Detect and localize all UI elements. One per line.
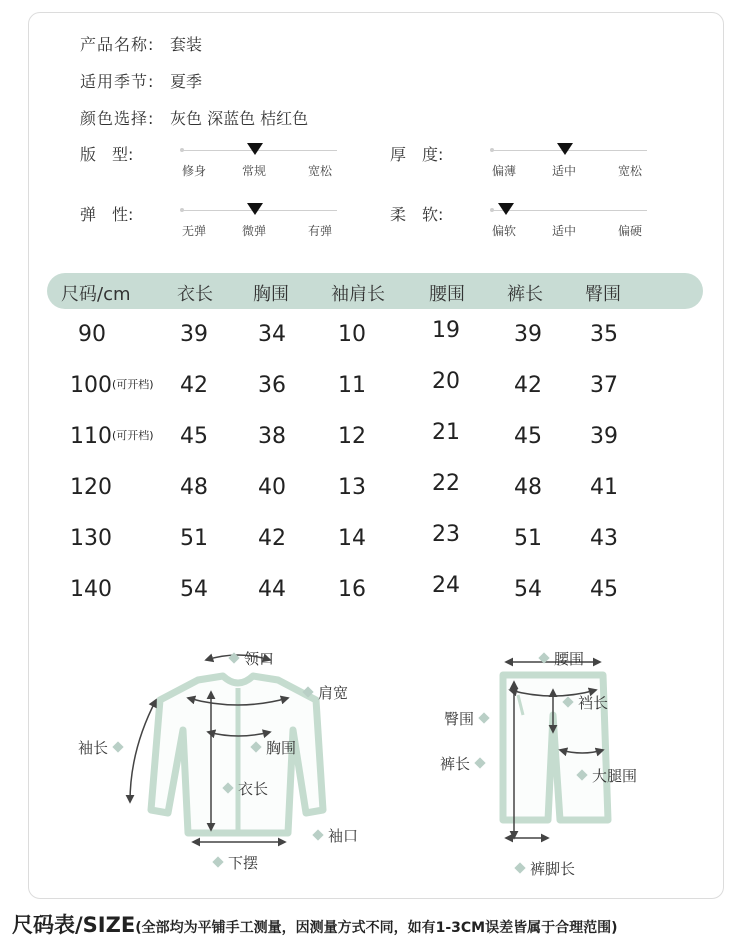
value-cell: 13	[338, 475, 366, 500]
size-cell: 90	[78, 322, 106, 347]
label-rise: 裆长	[558, 692, 608, 713]
diamond-icon	[228, 652, 239, 663]
diamond-icon	[562, 696, 573, 707]
value-cell: 45	[590, 577, 618, 602]
value-cell: 12	[338, 424, 366, 449]
diamond-icon	[576, 769, 587, 780]
size-note: (可开档)	[112, 429, 154, 442]
elasticity-option: 无弹	[182, 224, 207, 238]
info-value: 灰色 深蓝色 桔红色	[170, 109, 309, 128]
header-hip: 臀围	[585, 284, 621, 305]
value-cell: 54	[180, 577, 208, 602]
label-shoulder: 肩宽	[298, 682, 348, 703]
diamond-icon	[514, 862, 525, 873]
value-cell: 42	[514, 373, 542, 398]
softness-label: 柔 软:	[390, 205, 444, 224]
thickness-option: 宽松	[618, 164, 643, 178]
value-cell: 51	[180, 526, 208, 551]
label-chest: 胸围	[246, 737, 296, 758]
value-cell: 35	[590, 322, 618, 347]
value-cell: 22	[432, 471, 460, 496]
value-cell: 45	[514, 424, 542, 449]
diamond-icon	[250, 741, 261, 752]
label-thigh: 大腿围	[572, 765, 637, 786]
value-cell: 54	[514, 577, 542, 602]
value-cell: 39	[590, 424, 618, 449]
diamond-icon	[222, 782, 233, 793]
value-cell: 51	[514, 526, 542, 551]
value-cell: 43	[590, 526, 618, 551]
info-season	[80, 69, 202, 92]
header-length: 衣长	[177, 284, 213, 305]
value-cell: 39	[180, 322, 208, 347]
softness-option: 偏硬	[618, 224, 643, 238]
elasticity-marker-icon	[247, 203, 263, 215]
thickness-scale	[492, 140, 647, 180]
value-cell: 36	[258, 373, 286, 398]
value-cell: 42	[180, 373, 208, 398]
label-length: 衣长	[218, 778, 268, 799]
value-cell: 48	[514, 475, 542, 500]
value-cell: 23	[432, 522, 460, 547]
measure-diagram	[48, 620, 698, 890]
softness-option: 偏软	[492, 224, 517, 238]
header-sleeve: 袖肩长	[331, 284, 385, 305]
fit-marker-icon	[247, 143, 263, 155]
diamond-icon	[474, 757, 485, 768]
fit-option: 宽松	[308, 164, 333, 178]
value-cell: 11	[338, 373, 366, 398]
value-cell: 19	[432, 318, 460, 343]
softness-marker-icon	[498, 203, 514, 215]
softness-scale	[492, 200, 647, 240]
value-cell: 39	[514, 322, 542, 347]
size-cell: 130	[70, 526, 112, 551]
label-hip: 臀围	[444, 708, 494, 729]
value-cell: 10	[338, 322, 366, 347]
diamond-icon	[538, 652, 549, 663]
label-hem: 下摆	[208, 852, 258, 873]
value-cell: 40	[258, 475, 286, 500]
value-cell: 48	[180, 475, 208, 500]
fit-scale	[182, 140, 337, 180]
thickness-marker-icon	[557, 143, 573, 155]
info-label: 颜色选择:	[80, 109, 155, 128]
value-cell: 42	[258, 526, 286, 551]
elasticity-scale	[182, 200, 337, 240]
header-chest: 胸围	[253, 284, 289, 305]
size-cell: 140	[70, 577, 112, 602]
info-value: 夏季	[170, 72, 203, 91]
diamond-icon	[478, 712, 489, 723]
value-cell: 37	[590, 373, 618, 398]
header-waist: 腰围	[429, 284, 465, 305]
size-footer	[12, 909, 617, 939]
info-label: 产品名称:	[80, 35, 155, 54]
diamond-icon	[302, 686, 313, 697]
garment-illustration	[48, 620, 698, 890]
value-cell: 41	[590, 475, 618, 500]
value-cell: 34	[258, 322, 286, 347]
size-cell: 120	[70, 475, 112, 500]
fit-option: 修身	[182, 164, 207, 178]
info-color	[80, 106, 308, 129]
fit-option: 常规	[242, 164, 267, 178]
label-waist: 腰围	[534, 648, 584, 669]
fit-label: 版 型:	[80, 145, 134, 164]
thickness-label: 厚 度:	[390, 145, 444, 164]
footer-note: (全部均为平铺手工测量，因测量方式不同，如有1-3CM误差皆属于合理范围)	[135, 920, 618, 936]
softness-option: 适中	[552, 224, 577, 238]
footer-title: 尺码表/SIZE	[12, 913, 136, 937]
size-cell: 110(可开档)	[70, 424, 154, 449]
value-cell: 45	[180, 424, 208, 449]
diamond-icon	[312, 829, 323, 840]
header-size: 尺码/cm	[61, 284, 131, 305]
elasticity-option: 微弹	[242, 224, 267, 238]
value-cell: 44	[258, 577, 286, 602]
value-cell: 16	[338, 577, 366, 602]
elasticity-label: 弹 性:	[80, 205, 134, 224]
label-pants-length: 裤长	[440, 753, 490, 774]
label-cuff: 袖口	[308, 825, 358, 846]
value-cell: 20	[432, 369, 460, 394]
info-value: 套装	[170, 35, 203, 54]
diamond-icon	[112, 741, 123, 752]
value-cell: 38	[258, 424, 286, 449]
size-note: (可开档)	[112, 378, 154, 391]
thickness-option: 偏薄	[492, 164, 517, 178]
value-cell: 14	[338, 526, 366, 551]
label-collar: 领口	[224, 648, 274, 669]
info-product-name	[80, 32, 202, 55]
elasticity-option: 有弹	[308, 224, 333, 238]
label-ankle: 裤脚长	[510, 858, 575, 879]
header-pants-length: 裤长	[507, 284, 543, 305]
value-cell: 24	[432, 573, 460, 598]
size-cell: 100(可开档)	[70, 373, 154, 398]
value-cell: 21	[432, 420, 460, 445]
info-label: 适用季节:	[80, 72, 155, 91]
diamond-icon	[212, 856, 223, 867]
label-sleeve: 袖长	[78, 737, 128, 758]
thickness-option: 适中	[552, 164, 577, 178]
size-table-header	[47, 273, 703, 309]
